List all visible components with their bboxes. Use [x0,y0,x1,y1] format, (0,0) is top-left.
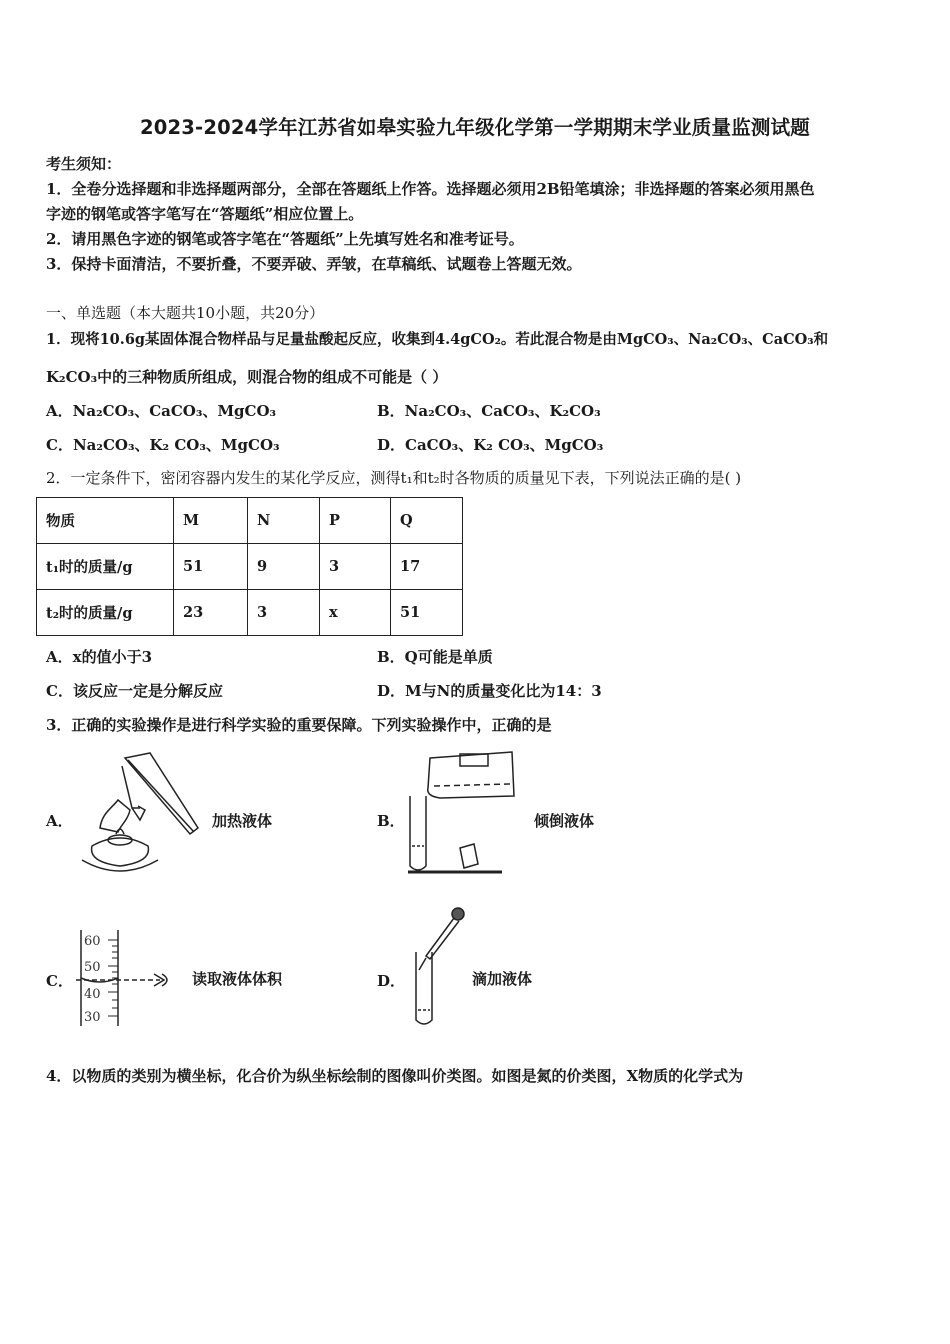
cylinder-tick-label: 40 [84,987,101,1002]
table-cell: N [248,498,320,544]
table-cell: M [174,498,248,544]
notice-line-3: 3．保持卡面清洁，不要折叠，不要弄破、弄皱，在草稿纸、试题卷上答题无效。 [46,255,582,273]
table-row [37,544,463,590]
q1-option-b: B．Na₂CO₃、CaCO₃、K₂CO₃ [377,402,601,420]
q3-option-c-letter: C． [46,972,73,990]
q1-stem-line1: 1．现将10.6g某固体混合物样品与足量盐酸起反应，收集到4.4gCO₂。若此混合物是由MgCO₃、Na₂CO₃、CaCO₃和 [46,331,829,348]
q3-option-c-text: 读取液体体积 [192,970,283,988]
table-cell: 17 [391,544,463,590]
notice-line-2: 2．请用黑色字迹的钢笔或答字笔在“答题纸”上先填写姓名和准考证号。 [46,230,524,248]
q1-option-d: D．CaCO₃、K₂ CO₃、MgCO₃ [377,436,604,454]
table-cell: x [320,590,391,636]
table-cell: 3 [248,590,320,636]
q2-option-a: A．x的值小于3 [46,648,153,666]
q2-option-d: D．M与N的质量变化比为14：3 [377,682,602,700]
table-header-row [37,498,463,544]
q1-stem-line2: K₂CO₃中的三种物质所组成，则混合物的组成不可能是（ ） [46,368,448,386]
section-heading: 一、单选题（本大题共10小题，共20分） [46,304,325,322]
table-cell: P [320,498,391,544]
table-cell: Q [391,498,463,544]
table-cell: 51 [391,590,463,636]
q2-option-c: C．该反应一定是分解反应 [46,682,223,700]
table-cell: 23 [174,590,248,636]
q3-option-a-text: 加热液体 [212,812,273,830]
cylinder-tick-label: 60 [84,934,101,949]
q3-option-d-text: 滴加液体 [472,970,533,988]
page-title: 2023-2024学年江苏省如皋实验九年级化学第一学期期末学业质量监测试题 [139,116,811,139]
q2-mass-table [36,497,463,636]
q1-option-a: A．Na₂CO₃、CaCO₃、MgCO₃ [46,402,277,420]
cylinder-tick-label: 50 [84,960,101,975]
dropper-illustration [406,904,476,1030]
q3-option-d-letter: D． [377,972,406,990]
table-cell: 9 [248,544,320,590]
notice-line-1a: 1．全卷分选择题和非选择题两部分，全部在答题纸上作答。选择题必须用2B铅笔填涂；非选择题的答案必须用黑色 [46,180,815,198]
heating-liquid-illustration [70,748,210,883]
q4-stem: 4．以物质的类别为横坐标，化合价为纵坐标绘制的图像叫价类图。如图是氮的价类图，X物质的化学式为 [46,1067,744,1085]
graduated-cylinder-illustration [74,928,184,1028]
table-cell: 3 [320,544,391,590]
q2-option-b: B．Q可能是单质 [377,648,493,666]
q3-option-a-letter: A． [46,812,73,830]
q2-stem: 2．一定条件下，密闭容器内发生的某化学反应，测得t₁和t₂时各物质的质量见下表，下列说法正确的是( ) [46,469,742,487]
q3-option-b-text: 倾倒液体 [534,812,595,830]
cylinder-tick-label: 30 [84,1010,101,1025]
table-cell: t₂时的质量/g [37,590,174,636]
notice-heading: 考生须知： [46,155,122,173]
pouring-liquid-illustration [400,748,520,876]
q3-stem: 3．正确的实验操作是进行科学实验的重要保障。下列实验操作中，正确的是 [46,716,552,734]
notice-line-1b: 字迹的钢笔或答字笔写在“答题纸”相应位置上。 [46,205,364,223]
table-row [37,590,463,636]
q1-option-c: C．Na₂CO₃、K₂ CO₃、MgCO₃ [46,436,280,454]
q3-option-b-letter: B． [377,812,405,830]
table-cell: 物质 [37,498,174,544]
table-cell: 51 [174,544,248,590]
table-cell: t₁时的质量/g [37,544,174,590]
